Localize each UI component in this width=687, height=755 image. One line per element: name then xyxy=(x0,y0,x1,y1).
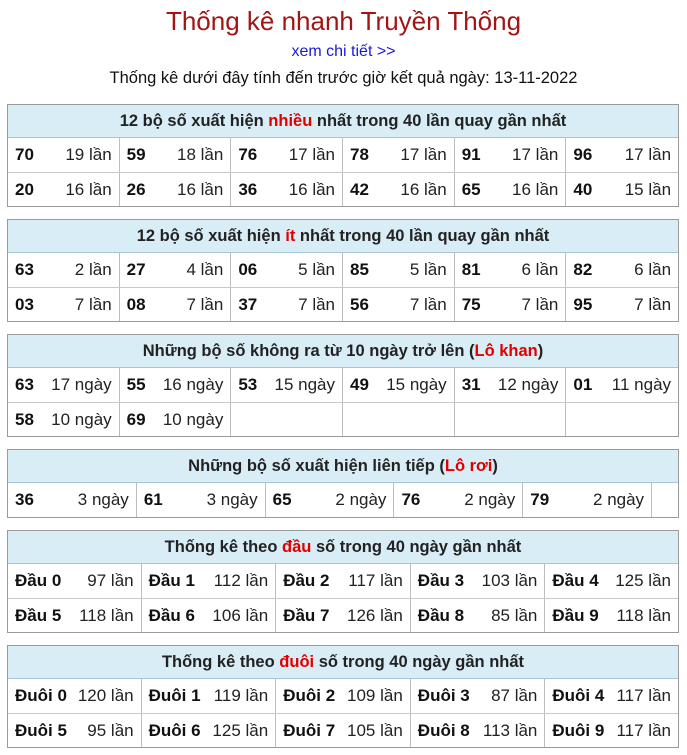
stat-number: Đuôi 4 xyxy=(552,686,605,705)
stat-count: 15 lần xyxy=(624,180,672,199)
stat-cell xyxy=(231,253,343,287)
heading-text: ) xyxy=(492,457,498,475)
stat-cell xyxy=(231,138,343,172)
stat-count: 16 lần xyxy=(177,180,224,199)
panel-heading xyxy=(8,335,678,368)
stat-count: 7 lần xyxy=(298,295,336,314)
panel-heading xyxy=(8,646,678,679)
stat-count: 10 ngày xyxy=(51,410,112,429)
stat-count: 119 lần xyxy=(213,686,269,705)
panel-loroi xyxy=(7,449,679,518)
stat-count: 17 lần xyxy=(624,145,672,164)
stat-count: 117 lần xyxy=(616,686,671,705)
stat-count: 109 lần xyxy=(347,686,403,705)
stat-cell xyxy=(8,288,120,321)
stat-count: 117 lần xyxy=(348,571,403,590)
stats-row xyxy=(8,402,678,436)
stat-count: 105 lần xyxy=(347,721,403,740)
stat-number: 06 xyxy=(238,260,258,279)
stat-cell xyxy=(343,253,455,287)
stat-cell xyxy=(120,288,232,321)
stat-count: 112 lần xyxy=(213,571,269,590)
panel-heading xyxy=(8,450,678,483)
stat-count: 4 lần xyxy=(186,260,224,279)
stat-cell xyxy=(8,483,137,517)
heading-text: số trong 40 ngày gần nhất xyxy=(311,538,522,556)
stats-row xyxy=(8,368,678,402)
stat-number: 40 xyxy=(573,180,593,199)
stat-count: 16 lần xyxy=(400,180,447,199)
stat-count: 17 lần xyxy=(400,145,447,164)
stat-count: 85 lần xyxy=(491,606,538,625)
stats-row xyxy=(8,483,678,517)
stat-count: 16 lần xyxy=(512,180,559,199)
empty-cell xyxy=(343,403,455,436)
stat-cell xyxy=(455,173,567,206)
panel-heading xyxy=(8,220,678,253)
stat-cell xyxy=(411,564,546,598)
stat-count: 19 lần xyxy=(65,145,112,164)
page-subtitle: Thống kê dưới đây tính đến trước giờ kết quả ngày: 13-11-2022 xyxy=(109,69,578,87)
stat-cell xyxy=(231,173,343,206)
stat-number: 36 xyxy=(238,180,258,199)
stat-cell xyxy=(411,714,546,747)
stat-number: 56 xyxy=(350,295,369,314)
stat-number: 59 xyxy=(126,145,146,164)
stat-cell xyxy=(545,679,678,713)
stats-row xyxy=(8,564,678,598)
stat-count: 17 lần xyxy=(288,145,336,164)
stat-cell xyxy=(545,599,678,632)
stat-count: 117 lần xyxy=(616,721,671,740)
stat-number: 42 xyxy=(350,180,369,199)
heading-text: Thống kê theo xyxy=(161,653,280,671)
stat-number: Đuôi 2 xyxy=(283,686,336,705)
stat-count: 87 lần xyxy=(491,686,538,705)
stat-count: 120 lần xyxy=(77,686,134,705)
stat-count: 7 lần xyxy=(521,295,559,314)
stat-number: 81 xyxy=(461,260,481,279)
stat-count: 16 ngày xyxy=(162,375,224,394)
stat-count: 5 lần xyxy=(298,260,336,279)
stat-number: Đầu 0 xyxy=(15,571,62,590)
heading-text: 12 bộ số xuất hiện xyxy=(119,112,269,130)
stat-count: 106 lần xyxy=(212,606,269,625)
empty-cell xyxy=(455,403,567,436)
stat-number: 63 xyxy=(15,375,34,394)
stat-count: 97 lần xyxy=(87,571,134,590)
empty-cell xyxy=(231,403,343,436)
stat-cell xyxy=(523,483,652,517)
stat-count: 15 ngày xyxy=(386,375,447,394)
stat-number: 58 xyxy=(15,410,34,429)
stat-cell xyxy=(8,368,120,402)
stat-number: Đầu 3 xyxy=(417,571,465,590)
stat-count: 2 ngày xyxy=(335,490,387,509)
stat-cell xyxy=(8,253,120,287)
panel-heading xyxy=(8,105,678,138)
stat-number: 03 xyxy=(15,295,34,314)
stat-count: 6 lần xyxy=(521,260,559,279)
stat-number: 76 xyxy=(238,145,258,164)
stat-cell xyxy=(343,173,455,206)
stats-row xyxy=(8,287,678,321)
stat-count: 3 ngày xyxy=(77,490,129,509)
stat-cell xyxy=(276,679,411,713)
stat-cell xyxy=(566,368,678,402)
stat-count: 12 ngày xyxy=(497,375,559,394)
stat-number: 61 xyxy=(143,490,163,509)
panel-least xyxy=(7,219,679,322)
empty-cell xyxy=(652,483,678,517)
stat-number: Đuôi 1 xyxy=(148,686,201,705)
heading-text: Những bộ số xuất hiện liên tiếp ( xyxy=(188,457,445,475)
stat-cell xyxy=(142,564,277,598)
stat-count: 15 ngày xyxy=(274,375,336,394)
stat-number: 69 xyxy=(126,410,146,429)
stat-cell xyxy=(120,368,232,402)
stat-number: 20 xyxy=(15,180,34,199)
heading-text: số trong 40 ngày gần nhất xyxy=(314,653,525,671)
stat-count: 17 lần xyxy=(512,145,559,164)
stat-number: Đuôi 0 xyxy=(15,686,67,705)
stat-count: 16 lần xyxy=(288,180,336,199)
stat-count: 125 lần xyxy=(212,721,269,740)
stat-cell xyxy=(343,368,455,402)
stat-number: 96 xyxy=(573,145,593,164)
stat-number: 01 xyxy=(573,375,593,394)
stat-cell xyxy=(455,253,567,287)
stat-cell xyxy=(343,288,455,321)
stat-number: 36 xyxy=(15,490,34,509)
stat-count: 10 ngày xyxy=(162,410,224,429)
stat-cell xyxy=(8,173,120,206)
stat-number: Đuôi 9 xyxy=(552,721,605,740)
stat-cell xyxy=(343,138,455,172)
stat-number: 79 xyxy=(530,490,550,509)
stat-count: 3 ngày xyxy=(206,490,258,509)
stat-cell xyxy=(120,403,232,436)
stat-number: 65 xyxy=(461,180,481,199)
stat-number: 65 xyxy=(272,490,292,509)
stat-cell xyxy=(566,138,678,172)
stat-number: 27 xyxy=(126,260,146,279)
stat-cell xyxy=(545,564,678,598)
stat-cell xyxy=(8,403,120,436)
stats-row xyxy=(8,598,678,632)
stat-count: 17 ngày xyxy=(51,375,112,394)
stat-count: 103 lần xyxy=(481,571,538,590)
stat-number: Đầu 5 xyxy=(15,606,62,625)
stat-number: Đầu 9 xyxy=(552,606,599,625)
stats-row xyxy=(8,713,678,747)
heading-highlight: Lô khan xyxy=(474,342,538,360)
stat-cell xyxy=(120,138,232,172)
stat-cell xyxy=(455,138,567,172)
heading-text: Thống kê theo xyxy=(164,538,283,556)
stat-number: 95 xyxy=(573,295,593,314)
heading-highlight: Lô rơi xyxy=(444,457,493,475)
stat-number: Đầu 2 xyxy=(283,571,330,590)
stat-cell xyxy=(566,173,678,206)
stat-cell xyxy=(545,714,678,747)
stat-count: 126 lần xyxy=(347,606,403,625)
stat-number: 76 xyxy=(401,490,421,509)
stat-count: 7 lần xyxy=(634,295,672,314)
stat-count: 5 lần xyxy=(409,260,447,279)
page-title: Thống kê nhanh Truyền Thống xyxy=(165,6,522,36)
stat-count: 2 lần xyxy=(74,260,112,279)
panel-heading xyxy=(8,531,678,564)
heading-highlight: đuôi xyxy=(279,653,315,671)
stat-number: Đuôi 6 xyxy=(148,721,201,740)
panel-dau xyxy=(7,530,679,633)
stat-cell xyxy=(8,599,142,632)
stat-cell xyxy=(266,483,395,517)
stat-cell xyxy=(411,679,546,713)
stat-count: 6 lần xyxy=(634,260,672,279)
stat-count: 95 lần xyxy=(87,721,134,740)
heading-text: 12 bộ số xuất hiện xyxy=(136,227,286,245)
heading-highlight: đầu xyxy=(282,538,312,556)
stat-count: 118 lần xyxy=(616,606,671,625)
stat-number: 49 xyxy=(350,375,369,394)
stat-cell xyxy=(455,288,567,321)
stat-number: 37 xyxy=(238,295,258,314)
stat-number: Đuôi 3 xyxy=(417,686,470,705)
stat-number: 53 xyxy=(238,375,258,394)
stat-number: Đầu 6 xyxy=(148,606,195,625)
stat-cell xyxy=(566,253,678,287)
stat-number: 82 xyxy=(573,260,593,279)
stat-cell xyxy=(411,599,546,632)
stat-count: 113 lần xyxy=(482,721,538,740)
panel-lokhan xyxy=(7,334,679,437)
stats-row xyxy=(8,138,678,172)
stat-count: 7 lần xyxy=(74,295,112,314)
heading-text: nhất trong 40 lần quay gần nhất xyxy=(312,112,567,130)
stat-count: 2 ngày xyxy=(464,490,516,509)
stat-cell xyxy=(142,599,277,632)
stat-cell xyxy=(137,483,266,517)
heading-highlight: nhiều xyxy=(268,112,313,130)
stat-cell xyxy=(142,679,277,713)
stat-number: Đầu 1 xyxy=(148,571,195,590)
stats-row xyxy=(8,679,678,713)
stat-count: 11 ngày xyxy=(611,375,672,394)
stat-cell xyxy=(276,564,411,598)
stat-count: 7 lần xyxy=(186,295,224,314)
stat-cell xyxy=(231,368,343,402)
stat-number: Đầu 8 xyxy=(417,606,465,625)
heading-text: Những bộ số không ra từ 10 ngày trở lên ( xyxy=(142,342,475,360)
stat-cell xyxy=(455,368,567,402)
stat-cell xyxy=(394,483,523,517)
stat-count: 118 lần xyxy=(79,606,134,625)
stat-cell xyxy=(142,714,277,747)
stat-cell xyxy=(231,288,343,321)
detail-link[interactable]: xem chi tiết >> xyxy=(291,43,396,60)
panel-most xyxy=(7,104,679,207)
stat-number: 63 xyxy=(15,260,34,279)
stat-number: 70 xyxy=(15,145,34,164)
stat-count: 18 lần xyxy=(177,145,224,164)
stat-count: 16 lần xyxy=(65,180,112,199)
heading-text: ) xyxy=(537,342,544,360)
stat-number: Đuôi 7 xyxy=(283,721,336,740)
stat-cell xyxy=(276,599,411,632)
stat-cell xyxy=(8,714,142,747)
stat-count: 125 lần xyxy=(615,571,671,590)
stat-count: 2 ngày xyxy=(593,490,645,509)
stat-number: 55 xyxy=(126,375,146,394)
stat-number: 85 xyxy=(350,260,369,279)
stat-number: Đầu 4 xyxy=(552,571,599,590)
stat-number: 91 xyxy=(461,145,481,164)
stats-row xyxy=(8,172,678,206)
stat-cell xyxy=(566,288,678,321)
stat-cell xyxy=(120,173,232,206)
empty-cell xyxy=(566,403,678,436)
stat-cell xyxy=(120,253,232,287)
stat-number: 78 xyxy=(350,145,369,164)
stat-cell xyxy=(8,138,120,172)
stat-number: Đuôi 8 xyxy=(417,721,470,740)
panel-duoi xyxy=(7,645,679,748)
stat-count: 7 lần xyxy=(409,295,447,314)
stat-number: Đuôi 5 xyxy=(15,721,67,740)
stat-cell xyxy=(8,564,142,598)
stat-number: 31 xyxy=(461,375,481,394)
stat-number: Đầu 7 xyxy=(283,606,330,625)
stats-row xyxy=(8,253,678,287)
stat-number: 75 xyxy=(461,295,481,314)
stat-number: 26 xyxy=(126,180,146,199)
stat-number: 08 xyxy=(126,295,146,314)
heading-text: nhất trong 40 lần quay gần nhất xyxy=(295,227,550,245)
stat-cell xyxy=(276,714,411,747)
heading-highlight: ít xyxy=(285,227,296,245)
stat-cell xyxy=(8,679,142,713)
